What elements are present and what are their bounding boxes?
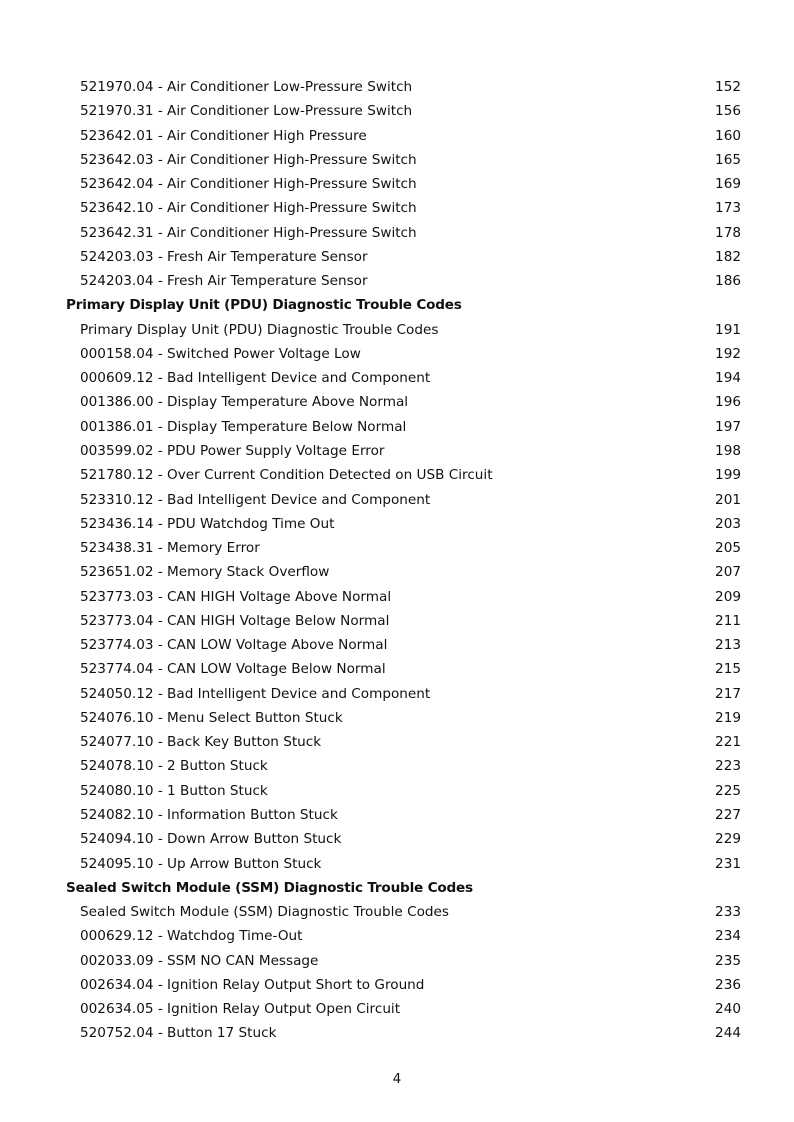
entry-page-number: 215 <box>715 661 741 678</box>
entry-title: 524078.10 - 2 Button Stuck <box>80 758 268 775</box>
toc-entry[interactable] <box>0 148 794 172</box>
entry-title: 523773.04 - CAN HIGH Voltage Below Normal <box>80 612 390 629</box>
entry-title: 523642.31 - Air Conditioner High-Pressure Switch <box>80 224 417 241</box>
toc-entry[interactable] <box>0 779 794 803</box>
entry-title: 001386.00 - Display Temperature Above Normal <box>80 394 409 411</box>
entry-title: 524203.04 - Fresh Air Temperature Sensor <box>80 273 368 290</box>
entry-page-number: 244 <box>715 1025 741 1042</box>
entry-page-number: 203 <box>715 515 741 532</box>
entry-page-number: 186 <box>715 273 741 290</box>
toc-entry[interactable] <box>0 682 794 706</box>
toc-entry[interactable] <box>0 99 794 123</box>
entry-title: 524076.10 - Menu Select Button Stuck <box>80 709 343 726</box>
entry-title: 523436.14 - PDU Watchdog Time Out <box>80 515 335 532</box>
entry-page-number: 194 <box>715 370 741 387</box>
toc-entry[interactable] <box>0 827 794 851</box>
entry-page-number: 213 <box>715 637 741 654</box>
entry-title: 523642.01 - Air Conditioner High Pressure <box>80 127 367 144</box>
entry-page-number: 223 <box>715 758 741 775</box>
entry-title: 523773.03 - CAN HIGH Voltage Above Normal <box>80 588 392 605</box>
section-title: Sealed Switch Module (SSM) Diagnostic Trouble Codes <box>66 879 473 896</box>
toc-entry[interactable] <box>0 342 794 366</box>
entry-title: 000629.12 - Watchdog Time-Out <box>80 928 303 945</box>
entry-title: 524082.10 - Information Button Stuck <box>80 806 338 823</box>
entry-title: 523774.04 - CAN LOW Voltage Below Normal <box>80 661 386 678</box>
toc-entry[interactable] <box>0 852 794 876</box>
entry-title: 523642.04 - Air Conditioner High-Pressure Switch <box>80 176 417 193</box>
entry-page-number: 233 <box>715 904 741 921</box>
entry-page-number: 227 <box>715 806 741 823</box>
toc-entry[interactable] <box>0 415 794 439</box>
entry-page-number: 207 <box>715 564 741 581</box>
toc-section-heading[interactable] <box>0 293 794 317</box>
toc-entry[interactable] <box>0 609 794 633</box>
toc-entry[interactable] <box>0 730 794 754</box>
toc-entry[interactable] <box>0 536 794 560</box>
entry-page-number: 198 <box>715 442 741 459</box>
entry-page-number: 196 <box>715 394 741 411</box>
entry-page-number: 156 <box>715 103 741 120</box>
entry-page-number: 160 <box>715 127 741 144</box>
toc-entry[interactable] <box>0 75 794 99</box>
entry-page-number: 234 <box>715 928 741 945</box>
entry-title: 520752.04 - Button 17 Stuck <box>80 1025 277 1042</box>
toc-entry[interactable] <box>0 269 794 293</box>
toc-entry[interactable] <box>0 366 794 390</box>
entry-page-number: 192 <box>715 345 741 362</box>
entry-title: 523651.02 - Memory Stack Overflow <box>80 564 330 581</box>
toc-entry[interactable] <box>0 196 794 220</box>
entry-title: 000609.12 - Bad Intelligent Device and Component <box>80 370 431 387</box>
toc-entry[interactable] <box>0 924 794 948</box>
entry-title: 001386.01 - Display Temperature Below Normal <box>80 418 407 435</box>
entry-page-number: 219 <box>715 709 741 726</box>
entry-page-number: 197 <box>715 418 741 435</box>
entry-page-number: 199 <box>715 467 741 484</box>
toc-entry[interactable] <box>0 754 794 778</box>
entry-title: 521970.04 - Air Conditioner Low-Pressure Switch <box>80 79 413 95</box>
entry-title: 000158.04 - Switched Power Voltage Low <box>80 345 361 362</box>
entry-page-number: 152 <box>715 79 741 95</box>
entry-page-number: 173 <box>715 200 741 217</box>
entry-title: 002634.04 - Ignition Relay Output Short to Ground <box>80 976 425 993</box>
entry-title: 523642.03 - Air Conditioner High-Pressure Switch <box>80 151 417 168</box>
toc-entry[interactable] <box>0 657 794 681</box>
entry-title: 524080.10 - 1 Button Stuck <box>80 782 268 799</box>
toc-entry[interactable] <box>0 124 794 148</box>
entry-page-number: 201 <box>715 491 741 508</box>
entry-title: 524203.03 - Fresh Air Temperature Sensor <box>80 248 368 265</box>
toc-entry[interactable] <box>0 585 794 609</box>
toc-entry[interactable] <box>0 318 794 342</box>
entry-title: 523438.31 - Memory Error <box>80 540 260 557</box>
entry-page-number: 225 <box>715 782 741 799</box>
toc-entry[interactable] <box>0 1021 794 1045</box>
entry-title: 521780.12 - Over Current Condition Detected on USB Circuit <box>80 467 493 484</box>
entry-page-number: 236 <box>715 976 741 993</box>
entry-title: Primary Display Unit (PDU) Diagnostic Trouble Codes <box>80 321 439 338</box>
toc-entry[interactable] <box>0 997 794 1021</box>
toc-entry[interactable] <box>0 390 794 414</box>
entry-title: 003599.02 - PDU Power Supply Voltage Error <box>80 442 385 459</box>
toc-entry[interactable] <box>0 560 794 584</box>
toc-entry[interactable] <box>0 172 794 196</box>
entry-page-number: 217 <box>715 685 741 702</box>
section-title: Primary Display Unit (PDU) Diagnostic Trouble Codes <box>66 297 462 314</box>
entry-page-number: 211 <box>715 612 741 629</box>
toc-entry[interactable] <box>0 512 794 536</box>
toc-entry[interactable] <box>0 463 794 487</box>
toc-entry[interactable] <box>0 221 794 245</box>
entry-page-number: 221 <box>715 734 741 751</box>
entry-page-number: 182 <box>715 248 741 265</box>
entry-page-number: 178 <box>715 224 741 241</box>
entry-title: 002634.05 - Ignition Relay Output Open Circuit <box>80 1001 401 1018</box>
entry-title: 524050.12 - Bad Intelligent Device and Component <box>80 685 431 702</box>
entry-title: 524094.10 - Down Arrow Button Stuck <box>80 831 342 848</box>
entry-page-number: 169 <box>715 176 741 193</box>
toc-entry[interactable] <box>0 973 794 997</box>
entry-page-number: 240 <box>715 1001 741 1018</box>
entry-title: 523774.03 - CAN LOW Voltage Above Normal <box>80 637 388 654</box>
entry-page-number: 165 <box>715 151 741 168</box>
entry-title: 523642.10 - Air Conditioner High-Pressure Switch <box>80 200 417 217</box>
entry-page-number: 205 <box>715 540 741 557</box>
toc-entry[interactable] <box>0 706 794 730</box>
entry-page-number: 229 <box>715 831 741 848</box>
entry-title: Sealed Switch Module (SSM) Diagnostic Trouble Codes <box>80 904 449 921</box>
entry-title: 523310.12 - Bad Intelligent Device and Component <box>80 491 431 508</box>
entry-title: 524077.10 - Back Key Button Stuck <box>80 734 322 751</box>
entry-page-number: 235 <box>715 952 741 969</box>
toc-entry[interactable] <box>0 245 794 269</box>
entry-title: 521970.31 - Air Conditioner Low-Pressure Switch <box>80 103 413 120</box>
toc-entry[interactable] <box>0 900 794 924</box>
toc-section-heading[interactable] <box>0 876 794 900</box>
toc-entry[interactable] <box>0 949 794 973</box>
entry-title: 524095.10 - Up Arrow Button Stuck <box>80 855 322 872</box>
entry-page-number: 209 <box>715 588 741 605</box>
toc-entry[interactable] <box>0 633 794 657</box>
entry-page-number: 191 <box>715 321 741 338</box>
toc-entry[interactable] <box>0 439 794 463</box>
page-number: 4 <box>392 1071 402 1087</box>
toc-entry[interactable] <box>0 803 794 827</box>
entry-title: 002033.09 - SSM NO CAN Message <box>80 952 319 969</box>
table-of-contents <box>0 75 794 1046</box>
entry-page-number: 231 <box>715 855 741 872</box>
toc-entry[interactable] <box>0 488 794 512</box>
